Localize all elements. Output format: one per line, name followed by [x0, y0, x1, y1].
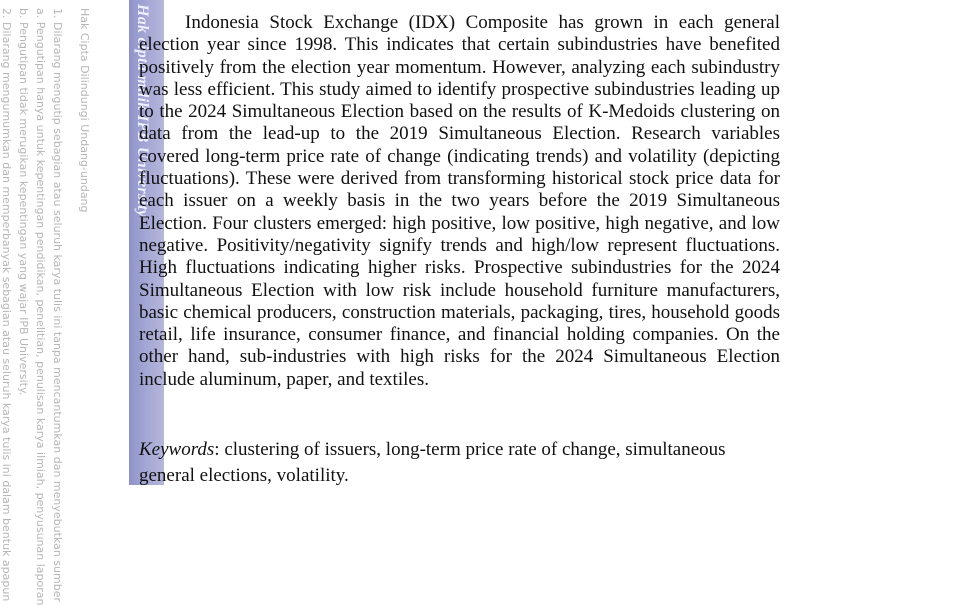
keywords-line [139, 437, 780, 489]
copyright-sidebar-text: Hak cipta milik IPB University [134, 4, 151, 218]
watermark-line: a. Pengutipan hanya untuk kepentingan pendidikan, penelitian, penulisan karya ilmiah, penyusunan laporan [34, 8, 47, 605]
watermark-line: 2. Dilarang mengumumkan dan memperbanyak sebagian atau seluruh karya tulis ini dalam bentuk apapun [0, 8, 13, 602]
watermark-line: b. Pengutipan tidak merugikan kepentingan yang wajar IPB University. [17, 8, 30, 396]
keywords-text: : clustering of issuers, long-term price rate of change, simultaneous general elections, volatility. [139, 439, 726, 486]
watermark-line: 1. Dilarang mengutip sebagian atau seluruh karya tulis ini tanpa mencantumkan dan menyebutkan sumber [51, 8, 64, 603]
abstract-paragraph: Indonesia Stock Exchange (IDX) Composite has grown in each general election year since 1998. This indicates that certain subindustries have benefited positively from the election year momentum. However, analyzing each subindustry was less efficient. This study aimed to identify prospective subindustries leading up to the 2024 Simultaneous Election based on the results of K-Medoids clustering on data from the lead-up to the 2019 Simultaneous Election. Research variables covered long-term price rate of change (indicating trends) and volatility (depicting fluctuations). These were derived from transforming historical stock price data for each issuer on a weekly basis in the two years before the 2019 Simultaneous Election. Four clusters emerged: high positive, low positive, high negative, and low negative. Positivity/negativity signify trends and high/low represent fluctuations. High fluctuations indicating higher risks. Prospective subindustries for the 2024 Simultaneous Election with low risk include household furniture manufacturers, basic chemical producers, construction materials, packaging, tires, household goods retail, life insurance, consumer finance, and financial holding companies. On the other hand, sub-industries with high risks for the 2024 Simultaneous Election include aluminum, paper, and textiles. [139, 12, 780, 390]
keywords-label: Keywords [139, 439, 215, 460]
watermark-line: Hak Cipta Dilindungi Undang-undang [78, 8, 91, 213]
